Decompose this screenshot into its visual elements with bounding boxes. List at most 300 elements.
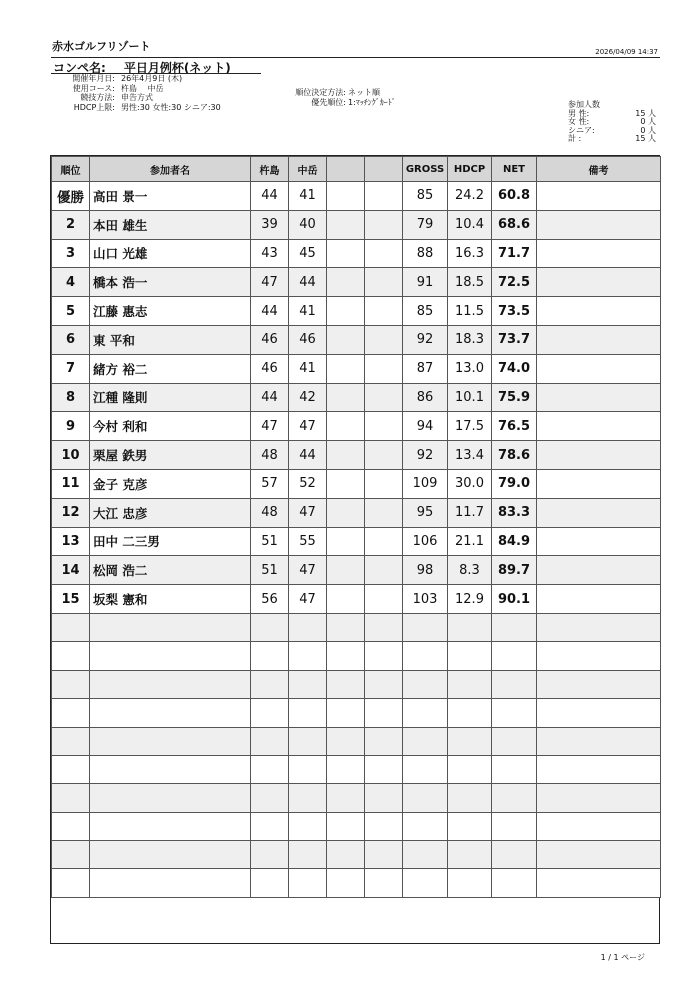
table-row [52,297,661,326]
remarks-cell [537,210,661,239]
empty-cell [90,812,251,840]
empty-cell [492,670,537,698]
empty-cell [90,841,251,869]
empty-row [52,841,661,869]
table-row [52,325,661,354]
gross-cell: 88 [403,239,448,268]
empty-cell [90,699,251,727]
course1-score-cell: 47 [251,412,289,441]
player-name-cell: 松岡 浩二 [90,556,251,585]
empty-cell [289,784,327,812]
net-cell: 84.9 [492,527,537,556]
hdcp-cell: 8.3 [448,556,492,585]
rank-cell: 優勝 [52,182,90,211]
empty-cell [289,841,327,869]
remarks-cell [537,239,661,268]
empty-cell [403,784,448,812]
rank-cell: 14 [52,556,90,585]
hdcp-cell: 30.0 [448,469,492,498]
player-name-cell: 今村 利和 [90,412,251,441]
participant-label: シニア: [568,125,595,135]
empty-cell [448,755,492,783]
rank-cell: 9 [52,412,90,441]
blank-cell [327,383,365,412]
participant-value: 0 人 [640,125,656,135]
blank-cell [327,182,365,211]
column-header: HDCP [448,157,492,182]
meta-value: 申告方式 [121,93,153,102]
empty-cell [448,727,492,755]
gross-cell: 85 [403,297,448,326]
meta-key: 順位決定方法: [295,88,346,97]
net-cell: 72.5 [492,268,537,297]
table-row [52,585,661,614]
empty-cell [492,812,537,840]
course1-score-cell: 51 [251,527,289,556]
empty-cell [327,670,365,698]
blank-cell [365,297,403,326]
empty-cell [52,727,90,755]
player-name-cell: 坂梨 憲和 [90,585,251,614]
course1-score-cell: 51 [251,556,289,585]
blank-cell [327,469,365,498]
course2-score-cell: 41 [289,182,327,211]
blank-cell [327,498,365,527]
gross-cell: 103 [403,585,448,614]
table-header [52,157,661,182]
empty-cell [90,727,251,755]
empty-cell [52,755,90,783]
empty-cell [327,699,365,727]
empty-cell [537,642,661,670]
empty-cell [327,613,365,641]
remarks-cell [537,527,661,556]
course2-score-cell: 47 [289,412,327,441]
net-cell: 75.9 [492,383,537,412]
blank-cell [327,527,365,556]
empty-cell [448,670,492,698]
empty-row [52,699,661,727]
net-cell: 74.0 [492,354,537,383]
empty-cell [289,613,327,641]
table-row [52,412,661,441]
course1-score-cell: 47 [251,268,289,297]
empty-cell [52,812,90,840]
player-name-cell: 本田 雄生 [90,210,251,239]
results-table [51,156,661,898]
net-cell: 71.7 [492,239,537,268]
empty-cell [289,670,327,698]
blank-cell [365,210,403,239]
gross-cell: 92 [403,325,448,354]
hdcp-cell: 12.9 [448,585,492,614]
empty-row [52,670,661,698]
empty-cell [403,699,448,727]
empty-cell [327,755,365,783]
meta-row [55,74,221,84]
gross-cell: 86 [403,383,448,412]
net-cell: 60.8 [492,182,537,211]
empty-cell [492,841,537,869]
table-row [52,354,661,383]
gross-cell: 95 [403,498,448,527]
blank-cell [327,556,365,585]
empty-cell [492,613,537,641]
empty-cell [448,613,492,641]
blank-cell [365,182,403,211]
remarks-cell [537,412,661,441]
course2-score-cell: 47 [289,556,327,585]
empty-cell [251,841,289,869]
gross-cell: 79 [403,210,448,239]
meta-row [55,84,221,94]
net-cell: 78.6 [492,441,537,470]
table-row [52,210,661,239]
player-name-cell: 田中 二三男 [90,527,251,556]
empty-cell [251,784,289,812]
empty-cell [289,869,327,897]
column-header: 備考 [537,157,661,182]
column-header: 杵島 [251,157,289,182]
empty-cell [52,642,90,670]
empty-cell [403,841,448,869]
meta-key: HDCP上限: [73,102,115,112]
participant-count-title: 参加人数 [568,100,600,109]
empty-cell [448,869,492,897]
empty-cell [52,784,90,812]
meta-key: 開催年月日: [72,74,115,83]
empty-cell [251,812,289,840]
participant-label: 男 性: [568,108,590,118]
hdcp-cell: 10.4 [448,210,492,239]
empty-cell [537,727,661,755]
empty-cell [251,642,289,670]
blank-cell [365,556,403,585]
course2-score-cell: 47 [289,498,327,527]
blank-cell [327,210,365,239]
hdcp-cell: 16.3 [448,239,492,268]
empty-cell [289,812,327,840]
remarks-cell [537,268,661,297]
gross-cell: 94 [403,412,448,441]
remarks-cell [537,297,661,326]
column-header [327,157,365,182]
participant-value: 0 人 [640,117,656,127]
empty-cell [365,784,403,812]
empty-cell [537,784,661,812]
empty-cell [403,642,448,670]
empty-cell [365,699,403,727]
table-row [52,498,661,527]
empty-cell [537,841,661,869]
blank-cell [365,268,403,297]
empty-row [52,812,661,840]
net-cell: 76.5 [492,412,537,441]
empty-cell [327,727,365,755]
remarks-cell [537,556,661,585]
remarks-cell [537,354,661,383]
gross-cell: 92 [403,441,448,470]
empty-cell [251,755,289,783]
empty-cell [448,841,492,869]
course2-score-cell: 40 [289,210,327,239]
rank-cell: 15 [52,585,90,614]
blank-cell [327,325,365,354]
net-cell: 89.7 [492,556,537,585]
course2-score-cell: 41 [289,297,327,326]
header-divider [51,57,660,58]
empty-cell [448,642,492,670]
empty-cell [327,869,365,897]
participant-label: 計 : [568,134,582,144]
gross-cell: 98 [403,556,448,585]
blank-cell [327,297,365,326]
empty-cell [492,642,537,670]
rank-cell: 12 [52,498,90,527]
column-header: NET [492,157,537,182]
empty-cell [327,841,365,869]
meta-key: 使用コース: [72,83,115,93]
empty-cell [492,869,537,897]
player-name-cell: 栗屋 鉄男 [90,441,251,470]
meta-value: 26年4月9日 (木) [121,74,183,83]
empty-cell [52,841,90,869]
course2-score-cell: 52 [289,469,327,498]
remarks-cell [537,383,661,412]
empty-cell [365,613,403,641]
empty-cell [403,670,448,698]
compe-name: 平日月例杯(ネット) [123,61,231,75]
empty-cell [327,812,365,840]
rank-cell: 10 [52,441,90,470]
empty-cell [403,727,448,755]
empty-row [52,642,661,670]
empty-cell [365,812,403,840]
empty-cell [52,699,90,727]
empty-cell [289,699,327,727]
course2-score-cell: 47 [289,585,327,614]
rank-cell: 2 [52,210,90,239]
blank-cell [327,268,365,297]
rank-cell: 11 [52,469,90,498]
empty-cell [537,613,661,641]
empty-cell [90,670,251,698]
compe-label: コンペ名: [53,61,106,75]
empty-cell [90,784,251,812]
empty-cell [90,642,251,670]
gross-cell: 109 [403,469,448,498]
blank-cell [365,498,403,527]
blank-cell [327,412,365,441]
blank-cell [365,383,403,412]
hdcp-cell: 24.2 [448,182,492,211]
empty-row [52,727,661,755]
player-name-cell: 江種 隆則 [90,383,251,412]
hdcp-cell: 13.4 [448,441,492,470]
player-name-cell: 緒方 裕二 [90,354,251,383]
blank-cell [365,325,403,354]
blank-cell [365,469,403,498]
empty-cell [90,755,251,783]
rank-cell: 6 [52,325,90,354]
empty-cell [52,613,90,641]
empty-cell [52,670,90,698]
rank-cell: 7 [52,354,90,383]
net-cell: 83.3 [492,498,537,527]
participant-value: 15 人 [635,108,656,118]
table-row [52,527,661,556]
gross-cell: 91 [403,268,448,297]
meta-value: 男性:30 女性:30 シニア:30 [121,102,221,112]
course1-score-cell: 43 [251,239,289,268]
net-cell: 73.7 [492,325,537,354]
hdcp-cell: 13.0 [448,354,492,383]
empty-cell [403,613,448,641]
meta-row [55,93,221,103]
course1-score-cell: 44 [251,383,289,412]
course2-score-cell: 41 [289,354,327,383]
club-name: 赤水ゴルフリゾート [52,40,151,53]
column-header: 参加者名 [90,157,251,182]
player-name-cell: 金子 克彦 [90,469,251,498]
course1-score-cell: 46 [251,354,289,383]
printed-timestamp: 2026/04/09 14:37 [595,48,658,56]
table-row [52,556,661,585]
meta-row [55,103,221,113]
empty-cell [365,727,403,755]
course2-score-cell: 45 [289,239,327,268]
rank-cell: 4 [52,268,90,297]
meta-key: 優先順位: [311,97,346,107]
empty-row [52,755,661,783]
blank-cell [365,585,403,614]
table-row [52,383,661,412]
empty-cell [365,670,403,698]
remarks-cell [537,498,661,527]
empty-cell [537,670,661,698]
empty-row [52,613,661,641]
table-row [52,182,661,211]
hdcp-cell: 17.5 [448,412,492,441]
empty-cell [492,727,537,755]
hdcp-cell: 11.5 [448,297,492,326]
hdcp-cell: 10.1 [448,383,492,412]
empty-cell [403,869,448,897]
empty-cell [448,699,492,727]
empty-cell [537,812,661,840]
empty-cell [403,755,448,783]
meta-key: 競技方法: [80,93,115,102]
remarks-cell [537,469,661,498]
event-info [55,74,221,112]
empty-cell [365,755,403,783]
empty-cell [365,841,403,869]
player-name-cell: 大江 忠彦 [90,498,251,527]
empty-row [52,784,661,812]
empty-cell [90,613,251,641]
blank-cell [327,585,365,614]
net-cell: 90.1 [492,585,537,614]
empty-cell [289,642,327,670]
remarks-cell [537,585,661,614]
course1-score-cell: 48 [251,498,289,527]
column-header: 順位 [52,157,90,182]
table-row [52,469,661,498]
column-header [365,157,403,182]
player-name-cell: 東 平和 [90,325,251,354]
empty-cell [365,869,403,897]
empty-cell [492,784,537,812]
blank-cell [365,354,403,383]
empty-cell [327,784,365,812]
participant-count [568,100,656,144]
page-number: 1 / 1 ページ [600,953,645,962]
empty-cell [448,812,492,840]
table-row [52,239,661,268]
empty-cell [327,642,365,670]
course1-score-cell: 44 [251,182,289,211]
player-name-cell: 江藤 惠志 [90,297,251,326]
course1-score-cell: 48 [251,441,289,470]
meta-row [268,88,396,98]
empty-cell [492,699,537,727]
table-row [52,441,661,470]
empty-cell [52,869,90,897]
course2-score-cell: 55 [289,527,327,556]
empty-cell [289,755,327,783]
remarks-cell [537,441,661,470]
course1-score-cell: 56 [251,585,289,614]
hdcp-cell: 11.7 [448,498,492,527]
participant-value: 15 人 [635,134,656,144]
course2-score-cell: 44 [289,441,327,470]
course2-score-cell: 46 [289,325,327,354]
gross-cell: 87 [403,354,448,383]
empty-cell [251,727,289,755]
rank-cell: 13 [52,527,90,556]
participant-row [568,135,656,144]
column-header: GROSS [403,157,448,182]
blank-cell [365,412,403,441]
remarks-cell [537,182,661,211]
meta-row [268,98,396,108]
empty-cell [251,869,289,897]
meta-value: 1:ﾏｯﾁﾝｸﾞｶｰﾄﾞ [348,97,396,107]
blank-cell [365,239,403,268]
course2-score-cell: 42 [289,383,327,412]
empty-cell [537,699,661,727]
rank-cell: 8 [52,383,90,412]
empty-cell [403,812,448,840]
hdcp-cell: 18.3 [448,325,492,354]
empty-cell [90,869,251,897]
gross-cell: 85 [403,182,448,211]
empty-cell [251,699,289,727]
rank-cell: 5 [52,297,90,326]
gross-cell: 106 [403,527,448,556]
table-row [52,268,661,297]
net-cell: 68.6 [492,210,537,239]
blank-cell [365,441,403,470]
empty-cell [448,784,492,812]
meta-value: ネット順 [348,88,380,97]
empty-cell [289,727,327,755]
hdcp-cell: 21.1 [448,527,492,556]
player-name-cell: 山口 光雄 [90,239,251,268]
course2-score-cell: 44 [289,268,327,297]
hdcp-cell: 18.5 [448,268,492,297]
empty-row [52,869,661,897]
